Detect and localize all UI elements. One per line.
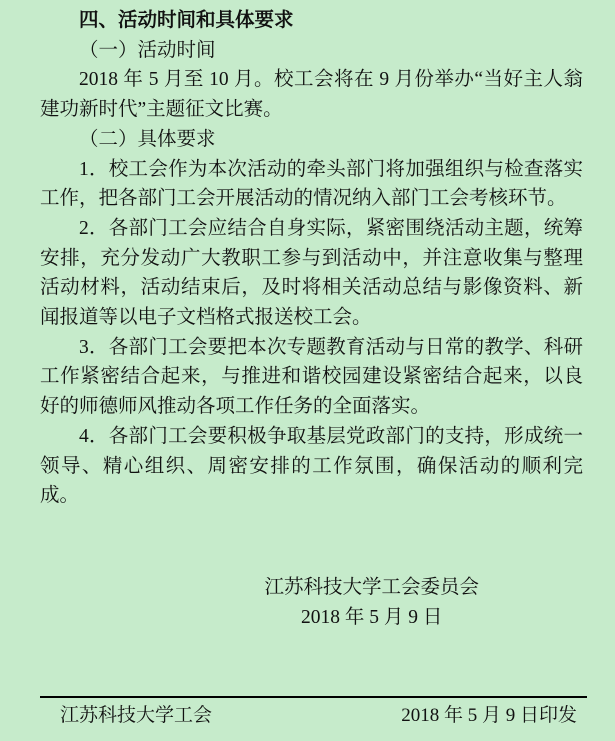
footer — [40, 696, 587, 727]
paragraph-activity-time-label: （一）活动时间 — [79, 39, 216, 61]
paragraph-requirement-1: 1．校工会作为本次活动的牵头部门将加强组织与检查落实工作，把各部门工会开展活动的情况纳入部门工会考核环节。 — [40, 158, 583, 210]
document-body — [40, 6, 583, 633]
paragraph-activity-time: 2018 年 5 月至 10 月。校工会将在 9 月份举办“当好主人翁 建功新时代”主题征文比赛。 — [40, 69, 583, 121]
signature-date: 2018 年 5 月 9 日 — [301, 606, 443, 628]
signature-block — [264, 573, 479, 633]
signature-organization: 江苏科技大学工会委员会 — [264, 576, 479, 598]
paragraph-requirement-2: 2．各部门工会应结合自身实际，紧密围绕活动主题，统筹安排，充分发动广大教职工参与到活动中，并注意收集与整理活动材料，活动结束后，及时将相关活动总结与影像资料、新闻报道等以电子文档格式报送校工会。 — [40, 217, 583, 329]
paragraph-requirement-3: 3．各部门工会要把本次专题教育活动与日常的教学、科研工作紧密结合起来，与推进和谐校园建设紧密结合起来，以良好的师德师风推动各项工作任务的全面落实。 — [40, 336, 583, 418]
footer-issuer: 江苏科技大学工会 — [60, 705, 213, 726]
paragraph-requirements-label: （二）具体要求 — [79, 128, 216, 150]
section-heading: 四、活动时间和具体要求 — [79, 9, 294, 31]
paragraph-requirement-4: 4．各部门工会要积极争取基层党政部门的支持，形成统一领导、精心组织、周密安排的工作氛围，确保活动的顺利完成。 — [40, 425, 583, 507]
footer-print-date: 2018 年 5 月 9 日印发 — [401, 705, 577, 726]
